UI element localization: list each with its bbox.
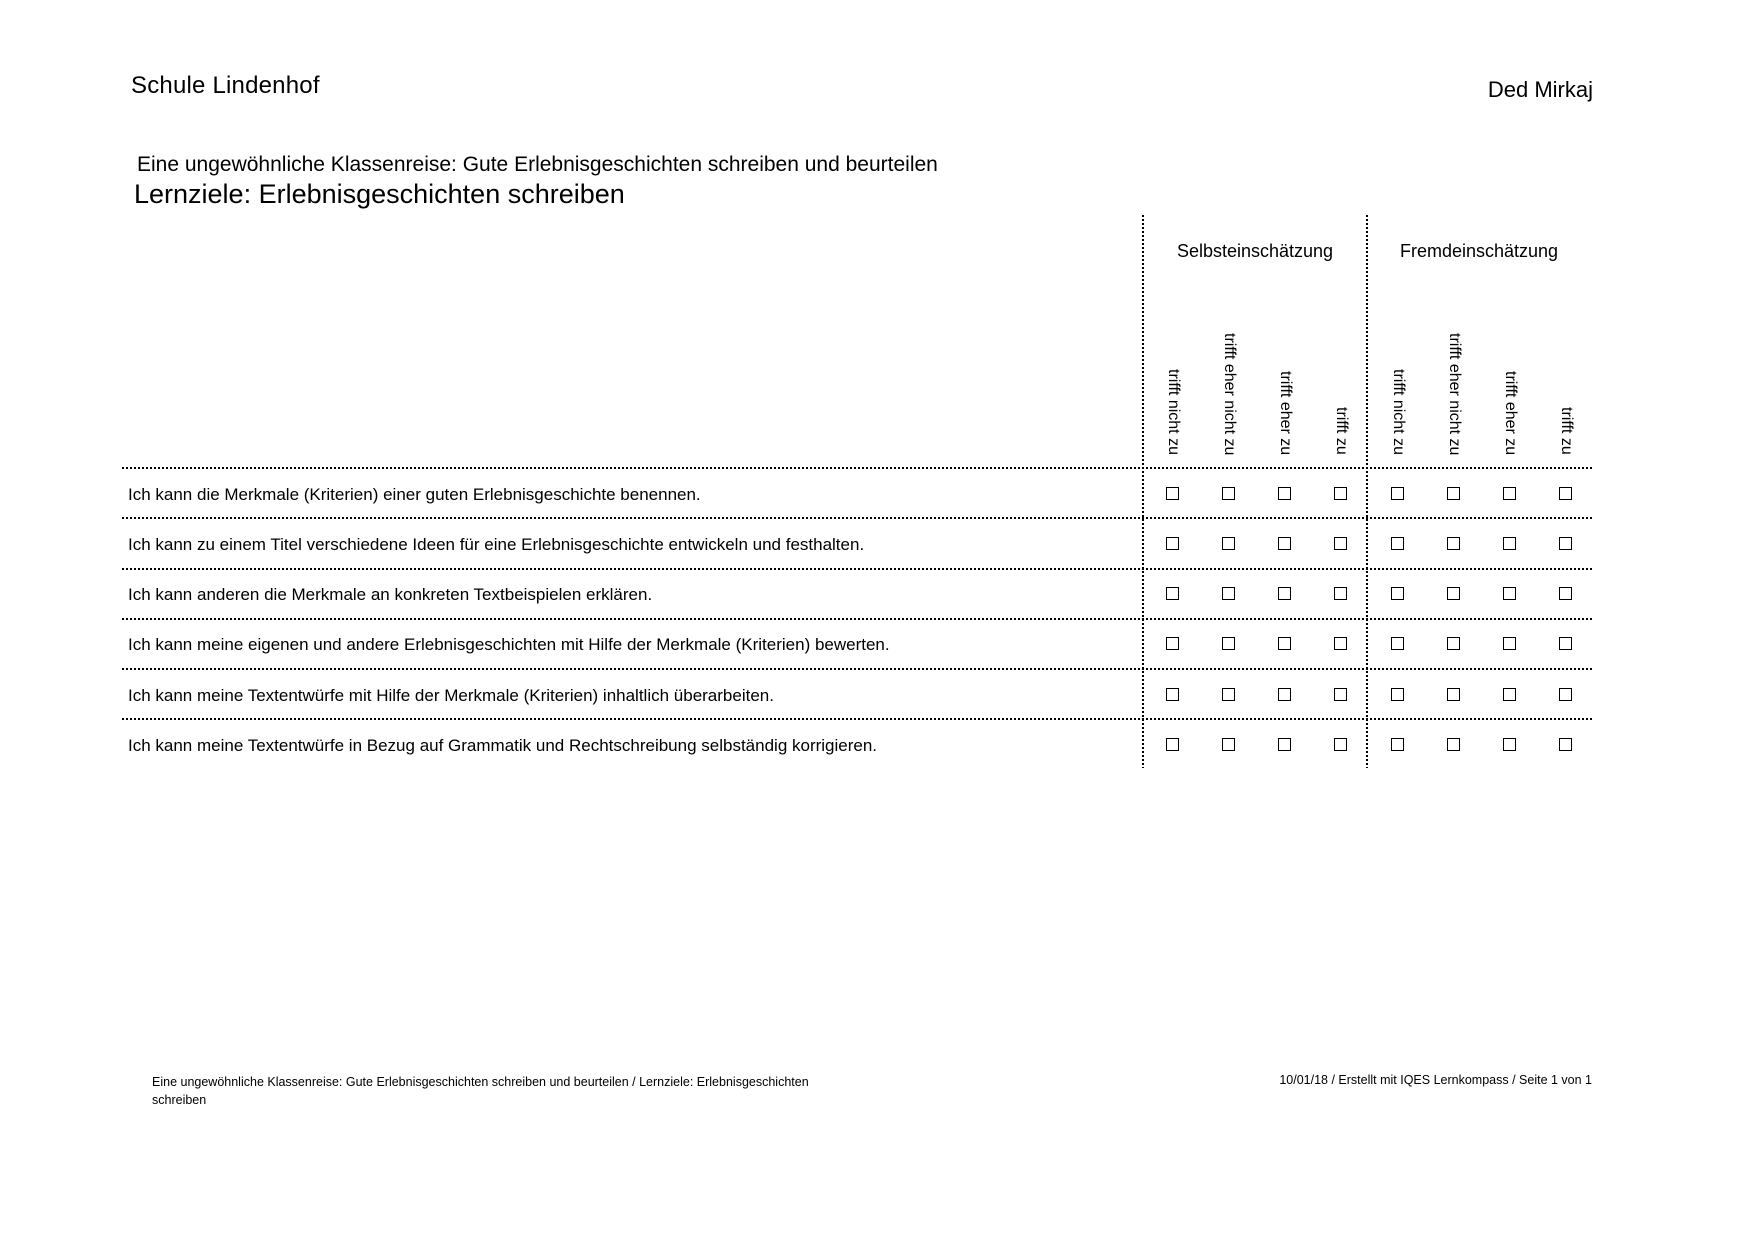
checkbox-row2-col2[interactable] [1222,537,1235,550]
checkbox-row1-col3[interactable] [1278,487,1291,500]
checkbox-row5-col3[interactable] [1278,688,1291,701]
scale-label-selbst-trifft-eher-zu: trifft eher zu [1277,370,1294,455]
footer-right: 10/01/18 / Erstellt mit IQES Lernkompass / Seite 1 von 1 [1279,1073,1592,1087]
checkbox-row1-col4[interactable] [1334,487,1347,500]
checkbox-row2-col6[interactable] [1447,537,1460,550]
checkbox-row5-col5[interactable] [1391,688,1404,701]
checkbox-row4-col1[interactable] [1166,637,1179,650]
statement-text: Ich kann die Merkmale (Kriterien) einer guten Erlebnisgeschichte benennen. [128,485,701,504]
checkbox-row5-col6[interactable] [1447,688,1460,701]
column-separator-line-fremd [1366,215,1368,768]
group-header-fremdeinschaetzung: Fremdeinschätzung [1399,241,1559,261]
checkbox-row1-col7[interactable] [1503,487,1516,500]
footer-left [152,1073,809,1109]
student-name: Ded Mirkaj [1487,77,1593,102]
checkbox-row6-col5[interactable] [1391,738,1404,751]
row-separator-line [122,517,1592,519]
checkbox-row2-col5[interactable] [1391,537,1404,550]
scale-label-fremd-trifft-nicht-zu: trifft nicht zu [1390,369,1407,455]
scale-label-selbst-trifft-zu: trifft zu [1333,407,1350,455]
statement-text: Ich kann meine Textentwürfe in Bezug auf Grammatik und Rechtschreibung selbständig korrigieren. [128,736,878,755]
checkbox-row1-col1[interactable] [1166,487,1179,500]
checkbox-row4-col3[interactable] [1278,637,1291,650]
checkbox-row6-col1[interactable] [1166,738,1179,751]
scale-label-fremd-trifft-zu: trifft zu [1558,407,1575,455]
checkbox-row6-col3[interactable] [1278,738,1291,751]
checkbox-row2-col8[interactable] [1559,537,1572,550]
scale-label-fremd-trifft-eher-nicht-zu: trifft eher nicht zu [1446,332,1463,455]
statement-text: Ich kann meine Textentwürfe mit Hilfe der Merkmale (Kriterien) inhaltlich überarbeiten. [128,686,774,705]
checkbox-row5-col8[interactable] [1559,688,1572,701]
checkbox-row3-col1[interactable] [1166,587,1179,600]
checkbox-row3-col5[interactable] [1391,587,1404,600]
checkbox-row4-col8[interactable] [1559,637,1572,650]
checkbox-row1-col8[interactable] [1559,487,1572,500]
checkbox-row6-col7[interactable] [1503,738,1516,751]
statement-text: Ich kann anderen die Merkmale an konkreten Textbeispielen erklären. [128,585,653,604]
group-header-selbsteinschaetzung: Selbsteinschätzung [1176,241,1334,261]
checkbox-row5-col1[interactable] [1166,688,1179,701]
checkbox-row4-col7[interactable] [1503,637,1516,650]
column-separator-line-selbst [1142,215,1144,768]
checkbox-row6-col8[interactable] [1559,738,1572,751]
checkbox-row4-col5[interactable] [1391,637,1404,650]
row-separator-line [122,467,1592,469]
checkbox-row1-col2[interactable] [1222,487,1235,500]
checkbox-row3-col8[interactable] [1559,587,1572,600]
checkbox-row2-col3[interactable] [1278,537,1291,550]
scale-label-selbst-trifft-eher-nicht-zu: trifft eher nicht zu [1221,332,1238,455]
checkbox-row3-col4[interactable] [1334,587,1347,600]
checkbox-row4-col2[interactable] [1222,637,1235,650]
footer-left-line1: Eine ungewöhnliche Klassenreise: Gute Erlebnisgeschichten schreiben und beurteilen / Lernziele: Erlebnisgeschichten [152,1075,809,1089]
checkbox-row3-col2[interactable] [1222,587,1235,600]
row-separator-line [122,718,1592,720]
checkbox-row3-col3[interactable] [1278,587,1291,600]
school-name: Schule Lindenhof [131,72,320,99]
scale-label-fremd-trifft-eher-zu: trifft eher zu [1502,370,1519,455]
checkbox-row1-col6[interactable] [1447,487,1460,500]
checkbox-row2-col1[interactable] [1166,537,1179,550]
checkbox-row4-col6[interactable] [1447,637,1460,650]
checkbox-row5-col2[interactable] [1222,688,1235,701]
statement-text: Ich kann zu einem Titel verschiedene Ideen für eine Erlebnisgeschichte entwickeln und festhalten. [128,535,865,554]
course-subtitle: Eine ungewöhnliche Klassenreise: Gute Erlebnisgeschichten schreiben und beurteilen [137,153,938,176]
row-separator-line [122,618,1592,620]
checkbox-row5-col4[interactable] [1334,688,1347,701]
checkbox-row5-col7[interactable] [1503,688,1516,701]
scale-label-selbst-trifft-nicht-zu: trifft nicht zu [1165,369,1182,455]
checkbox-row2-col4[interactable] [1334,537,1347,550]
checkbox-row3-col7[interactable] [1503,587,1516,600]
page-title: Lernziele: Erlebnisgeschichten schreiben [134,179,625,209]
checkbox-row6-col2[interactable] [1222,738,1235,751]
checkbox-row6-col4[interactable] [1334,738,1347,751]
checkbox-row4-col4[interactable] [1334,637,1347,650]
checkbox-row3-col6[interactable] [1447,587,1460,600]
row-separator-line [122,668,1592,670]
checkbox-row6-col6[interactable] [1447,738,1460,751]
checkbox-row2-col7[interactable] [1503,537,1516,550]
checkbox-row1-col5[interactable] [1391,487,1404,500]
footer-left-line2: schreiben [152,1093,207,1107]
statement-text: Ich kann meine eigenen und andere Erlebnisgeschichten mit Hilfe der Merkmale (Kriterien) bewerten. [128,635,890,654]
row-separator-line [122,568,1592,570]
